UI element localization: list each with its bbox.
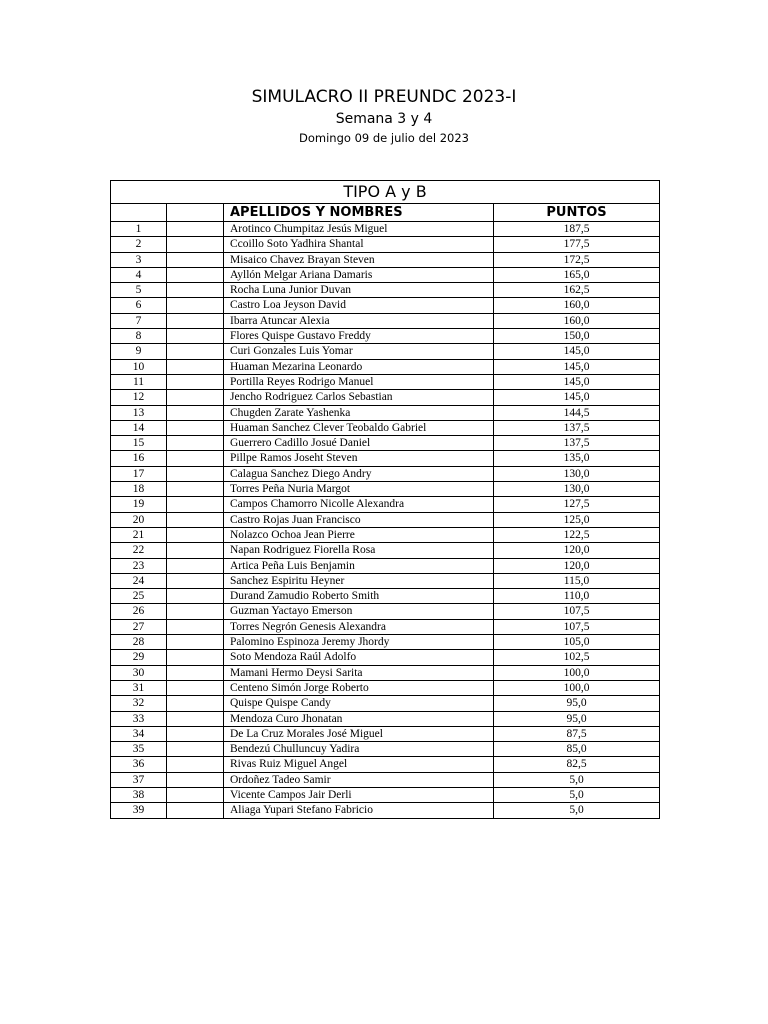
table-row <box>111 344 660 359</box>
row-name: Jencho Rodriguez Carlos Sebastian <box>224 390 494 405</box>
row-blank-cell <box>167 313 224 328</box>
table-title: TIPO A y B <box>111 181 660 204</box>
header-blank-cell <box>167 204 224 222</box>
table-row <box>111 420 660 435</box>
row-points: 172,5 <box>494 252 660 267</box>
row-name: Torres Negrón Genesis Alexandra <box>224 619 494 634</box>
table-header-row <box>111 204 660 222</box>
row-name: Ibarra Atuncar Alexia <box>224 313 494 328</box>
row-number: 18 <box>111 482 167 497</box>
row-blank-cell <box>167 742 224 757</box>
row-name: Nolazco Ochoa Jean Pierre <box>224 527 494 542</box>
row-name: Castro Loa Jeyson David <box>224 298 494 313</box>
document-title: SIMULACRO II PREUNDC 2023-I <box>251 87 517 107</box>
row-blank-cell <box>167 329 224 344</box>
row-blank-cell <box>167 665 224 680</box>
table-row <box>111 329 660 344</box>
row-blank-cell <box>167 298 224 313</box>
row-number: 23 <box>111 558 167 573</box>
row-blank-cell <box>167 711 224 726</box>
table-row <box>111 466 660 481</box>
row-blank-cell <box>167 466 224 481</box>
row-points: 130,0 <box>494 482 660 497</box>
row-points: 130,0 <box>494 466 660 481</box>
header-names: APELLIDOS Y NOMBRES <box>224 204 494 222</box>
row-number: 26 <box>111 604 167 619</box>
table-row <box>111 711 660 726</box>
table-row <box>111 619 660 634</box>
row-number: 5 <box>111 283 167 298</box>
row-points: 125,0 <box>494 512 660 527</box>
table-row <box>111 374 660 389</box>
table-row <box>111 742 660 757</box>
row-number: 15 <box>111 436 167 451</box>
row-name: Guerrero Cadillo Josué Daniel <box>224 436 494 451</box>
row-name: Campos Chamorro Nicolle Alexandra <box>224 497 494 512</box>
row-points: 5,0 <box>494 787 660 802</box>
row-blank-cell <box>167 757 224 772</box>
row-blank-cell <box>167 573 224 588</box>
table-row <box>111 222 660 237</box>
row-points: 102,5 <box>494 650 660 665</box>
results-table <box>110 180 660 819</box>
table-row <box>111 803 660 818</box>
row-number: 37 <box>111 772 167 787</box>
row-name: Sanchez Espiritu Heyner <box>224 573 494 588</box>
table-row <box>111 405 660 420</box>
row-points: 87,5 <box>494 726 660 741</box>
row-blank-cell <box>167 252 224 267</box>
row-number: 34 <box>111 726 167 741</box>
row-points: 120,0 <box>494 543 660 558</box>
row-points: 100,0 <box>494 680 660 695</box>
table-title-row <box>111 181 660 204</box>
document-subtitle: Semana 3 y 4 <box>335 111 433 127</box>
row-name: Soto Mendoza Raúl Adolfo <box>224 650 494 665</box>
row-name: Castro Rojas Juan Francisco <box>224 512 494 527</box>
row-number: 1 <box>111 222 167 237</box>
row-points: 177,5 <box>494 237 660 252</box>
row-name: Huaman Mezarina Leonardo <box>224 359 494 374</box>
table-row <box>111 573 660 588</box>
row-name: Napan Rodriguez Fiorella Rosa <box>224 543 494 558</box>
row-blank-cell <box>167 558 224 573</box>
table-row <box>111 390 660 405</box>
row-name: Guzman Yactayo Emerson <box>224 604 494 619</box>
table-row <box>111 451 660 466</box>
row-name: Chugden Zarate Yashenka <box>224 405 494 420</box>
table-row <box>111 558 660 573</box>
row-points: 145,0 <box>494 344 660 359</box>
row-points: 160,0 <box>494 298 660 313</box>
row-points: 100,0 <box>494 665 660 680</box>
row-blank-cell <box>167 374 224 389</box>
row-name: Ayllón Melgar Ariana Damaris <box>224 267 494 282</box>
row-name: Arotinco Chumpitaz Jesús Miguel <box>224 222 494 237</box>
row-number: 17 <box>111 466 167 481</box>
row-name: De La Cruz Morales José Miguel <box>224 726 494 741</box>
row-blank-cell <box>167 482 224 497</box>
row-number: 31 <box>111 680 167 695</box>
header-number-cell <box>111 204 167 222</box>
row-points: 135,0 <box>494 451 660 466</box>
row-number: 36 <box>111 757 167 772</box>
row-points: 85,0 <box>494 742 660 757</box>
row-blank-cell <box>167 527 224 542</box>
row-points: 120,0 <box>494 558 660 573</box>
row-points: 165,0 <box>494 267 660 282</box>
row-blank-cell <box>167 726 224 741</box>
row-number: 6 <box>111 298 167 313</box>
row-points: 82,5 <box>494 757 660 772</box>
table-row <box>111 237 660 252</box>
row-number: 21 <box>111 527 167 542</box>
row-number: 30 <box>111 665 167 680</box>
row-number: 33 <box>111 711 167 726</box>
row-points: 107,5 <box>494 619 660 634</box>
row-number: 24 <box>111 573 167 588</box>
row-number: 19 <box>111 497 167 512</box>
row-blank-cell <box>167 222 224 237</box>
row-number: 29 <box>111 650 167 665</box>
row-points: 115,0 <box>494 573 660 588</box>
row-points: 160,0 <box>494 313 660 328</box>
row-points: 187,5 <box>494 222 660 237</box>
row-number: 25 <box>111 589 167 604</box>
row-blank-cell <box>167 359 224 374</box>
row-name: Vicente Campos Jair Derli <box>224 787 494 802</box>
row-blank-cell <box>167 589 224 604</box>
row-points: 145,0 <box>494 374 660 389</box>
row-name: Rivas Ruiz Miguel Angel <box>224 757 494 772</box>
row-name: Pillpe Ramos Joseht Steven <box>224 451 494 466</box>
row-number: 32 <box>111 696 167 711</box>
table-row <box>111 267 660 282</box>
row-name: Calagua Sanchez Diego Andry <box>224 466 494 481</box>
row-number: 7 <box>111 313 167 328</box>
row-name: Quispe Quispe Candy <box>224 696 494 711</box>
row-points: 107,5 <box>494 604 660 619</box>
table-row <box>111 696 660 711</box>
row-number: 12 <box>111 390 167 405</box>
row-name: Bendezú Chulluncuy Yadira <box>224 742 494 757</box>
table-row <box>111 757 660 772</box>
table-row <box>111 604 660 619</box>
row-blank-cell <box>167 787 224 802</box>
row-points: 5,0 <box>494 803 660 818</box>
row-name: Mamani Hermo Deysi Sarita <box>224 665 494 680</box>
row-blank-cell <box>167 680 224 695</box>
row-blank-cell <box>167 344 224 359</box>
table-row <box>111 298 660 313</box>
row-number: 2 <box>111 237 167 252</box>
row-blank-cell <box>167 283 224 298</box>
row-name: Artica Peña Luis Benjamin <box>224 558 494 573</box>
row-name: Flores Quispe Gustavo Freddy <box>224 329 494 344</box>
table-row <box>111 482 660 497</box>
table-row <box>111 650 660 665</box>
table-row <box>111 527 660 542</box>
row-blank-cell <box>167 650 224 665</box>
row-points: 105,0 <box>494 635 660 650</box>
row-points: 110,0 <box>494 589 660 604</box>
table-row <box>111 665 660 680</box>
row-blank-cell <box>167 696 224 711</box>
row-blank-cell <box>167 267 224 282</box>
table-row <box>111 436 660 451</box>
table-row <box>111 359 660 374</box>
row-name: Portilla Reyes Rodrigo Manuel <box>224 374 494 389</box>
row-number: 16 <box>111 451 167 466</box>
header-points: PUNTOS <box>494 204 660 222</box>
row-number: 38 <box>111 787 167 802</box>
row-points: 150,0 <box>494 329 660 344</box>
row-number: 39 <box>111 803 167 818</box>
table-row <box>111 726 660 741</box>
table-row <box>111 283 660 298</box>
row-blank-cell <box>167 543 224 558</box>
row-number: 8 <box>111 329 167 344</box>
row-points: 162,5 <box>494 283 660 298</box>
row-number: 3 <box>111 252 167 267</box>
row-blank-cell <box>167 635 224 650</box>
row-name: Centeno Simón Jorge Roberto <box>224 680 494 695</box>
row-name: Mendoza Curo Jhonatan <box>224 711 494 726</box>
row-points: 5,0 <box>494 772 660 787</box>
row-name: Misaico Chavez Brayan Steven <box>224 252 494 267</box>
row-name: Ccoillo Soto Yadhira Shantal <box>224 237 494 252</box>
row-name: Durand Zamudio Roberto Smith <box>224 589 494 604</box>
row-number: 20 <box>111 512 167 527</box>
row-points: 137,5 <box>494 436 660 451</box>
row-blank-cell <box>167 604 224 619</box>
row-blank-cell <box>167 451 224 466</box>
row-number: 11 <box>111 374 167 389</box>
row-points: 144,5 <box>494 405 660 420</box>
row-blank-cell <box>167 619 224 634</box>
table-row <box>111 635 660 650</box>
table-row <box>111 543 660 558</box>
row-blank-cell <box>167 420 224 435</box>
row-number: 35 <box>111 742 167 757</box>
row-points: 145,0 <box>494 390 660 405</box>
row-name: Rocha Luna Junior Duvan <box>224 283 494 298</box>
row-blank-cell <box>167 390 224 405</box>
table-row <box>111 497 660 512</box>
row-number: 28 <box>111 635 167 650</box>
row-name: Aliaga Yupari Stefano Fabricio <box>224 803 494 818</box>
row-number: 14 <box>111 420 167 435</box>
table-row <box>111 252 660 267</box>
row-points: 127,5 <box>494 497 660 512</box>
row-points: 95,0 <box>494 696 660 711</box>
row-number: 9 <box>111 344 167 359</box>
row-number: 10 <box>111 359 167 374</box>
row-number: 13 <box>111 405 167 420</box>
row-name: Huaman Sanchez Clever Teobaldo Gabriel <box>224 420 494 435</box>
table-row <box>111 772 660 787</box>
table-row <box>111 787 660 802</box>
row-points: 145,0 <box>494 359 660 374</box>
row-blank-cell <box>167 512 224 527</box>
document-date: Domingo 09 de julio del 2023 <box>299 131 469 145</box>
row-points: 122,5 <box>494 527 660 542</box>
row-blank-cell <box>167 772 224 787</box>
row-blank-cell <box>167 237 224 252</box>
row-name: Torres Peña Nuria Margot <box>224 482 494 497</box>
row-points: 95,0 <box>494 711 660 726</box>
table-row <box>111 680 660 695</box>
row-number: 27 <box>111 619 167 634</box>
table-row <box>111 512 660 527</box>
row-name: Ordoñez Tadeo Samir <box>224 772 494 787</box>
row-number: 4 <box>111 267 167 282</box>
table-row <box>111 589 660 604</box>
row-name: Curi Gonzales Luis Yomar <box>224 344 494 359</box>
row-blank-cell <box>167 803 224 818</box>
row-points: 137,5 <box>494 420 660 435</box>
row-number: 22 <box>111 543 167 558</box>
row-blank-cell <box>167 436 224 451</box>
row-blank-cell <box>167 405 224 420</box>
table-row <box>111 313 660 328</box>
row-name: Palomino Espinoza Jeremy Jhordy <box>224 635 494 650</box>
row-blank-cell <box>167 497 224 512</box>
